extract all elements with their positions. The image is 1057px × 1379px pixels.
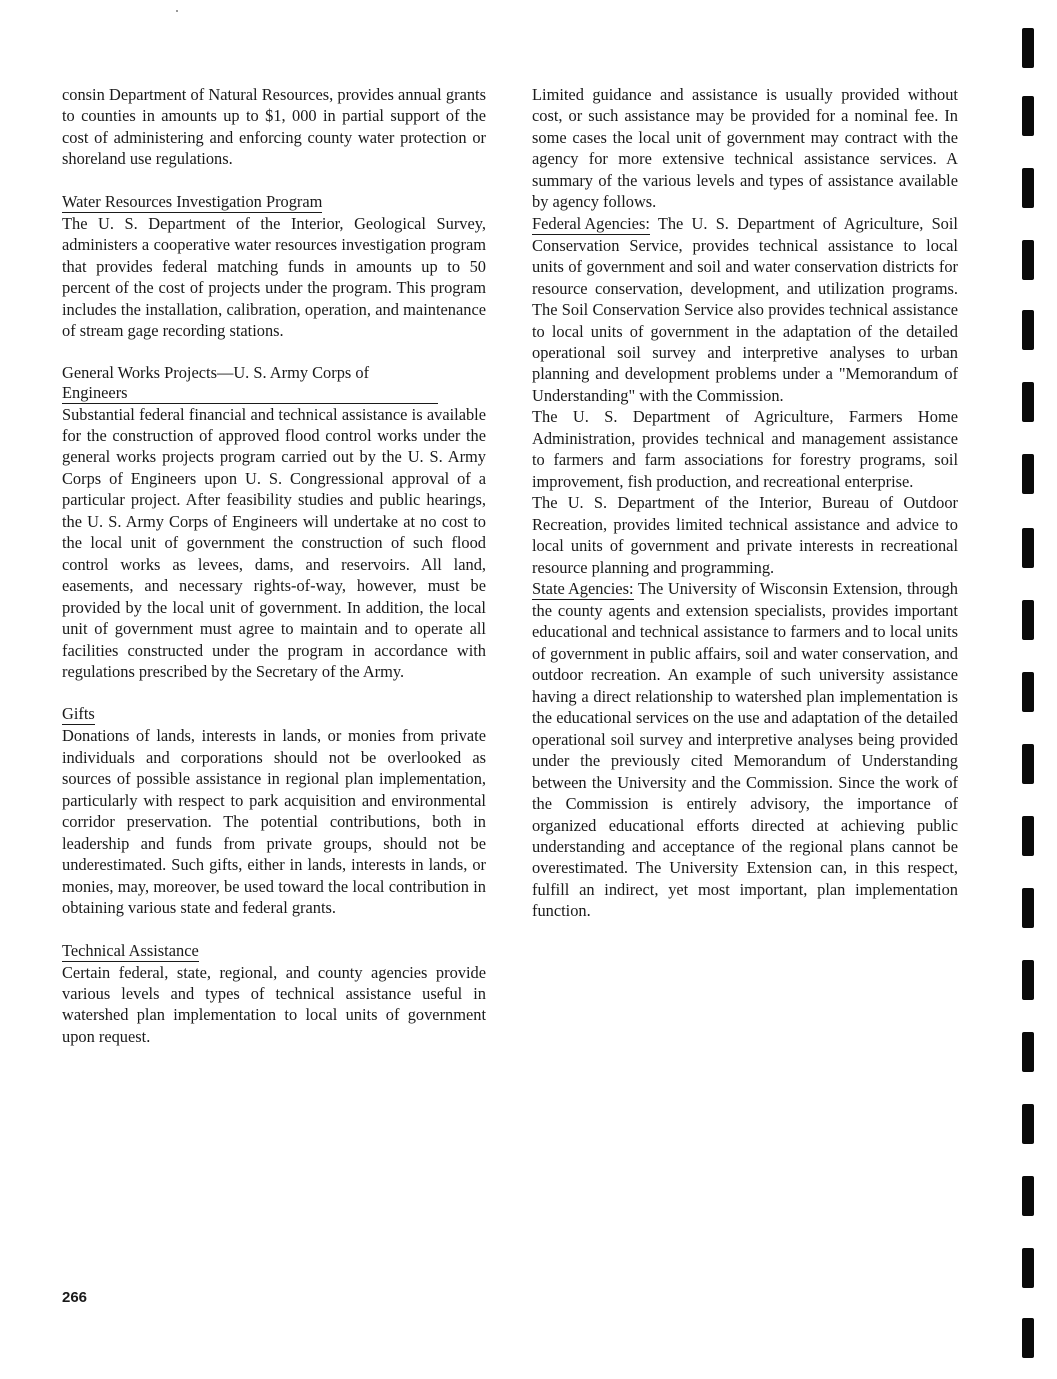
federal-agencies-body: The U. S. Department of Agriculture, Soil Conservation Service, provides technical assistance to local units of government and soil and water conservation districts for resource conservation, development, and utilization programs. The Soil Conservation Service also provides technical assistance to local units of government in the adaptation of the detailed operational soil survey and interpretive analyses to urban planning and development problems under a "Memorandum of Understanding" with the Commission. [532, 213, 958, 405]
binding-mark [1022, 960, 1034, 1000]
left-column [62, 84, 486, 1047]
federal-agencies-label: Federal Agencies: [532, 213, 650, 233]
binding-mark [1022, 1176, 1034, 1216]
binding-mark [1022, 528, 1034, 568]
binding-mark [1022, 454, 1034, 494]
state-agencies-body: The University of Wisconsin Extension, through the county agents and extension specialists, provides important educational and technical assistance to farmers and to local units of government in public affairs, soil and water conservation, and outdoor recreation. An example of such university assistance having a direct relationship to watershed plan implementation is the educational services on the use and adaptation of the detailed operational soil survey and interpretive analyses being provided under the previously cited Memorandum of Understanding between the University and the Commission. Since the work of the Commission is entirely advisory, the importance of organized educational efforts directed at achieving public understanding and acceptance of the regional plans cannot be overestimated. The University Extension can, in this respect, fulfill an indirect, yet most important, plan implementation function. [532, 578, 958, 921]
section-heading: Gifts [62, 704, 95, 724]
binding-mark [1022, 888, 1034, 928]
section-body: Donations of lands, interests in lands, or monies from private individuals and corporations should not be overlooked as sources of possible assistance in regional plan implementation, particularly with respect to park acquisition and environmental corridor preservation. The potential contributions, both in leadership and funds from private groups, should not be underestimated. Such gifts, either in lands, interests in lands, or monies, may, moreover, be used toward the local contribution in obtaining various state and federal grants. [62, 726, 486, 918]
binding-mark [1022, 672, 1034, 712]
right-column [532, 84, 958, 922]
binding-mark [1022, 96, 1034, 136]
outdoor-recreation-paragraph: The U. S. Department of the Interior, Bureau of Outdoor Recreation, provides limited technical assistance and advice to local units of government and private interests in recreational resource planning and programming. [532, 493, 958, 577]
page-number: 266 [62, 1289, 88, 1306]
scan-speck [176, 10, 178, 12]
intro-paragraph: Limited guidance and assistance is usually provided without cost, or such assistance may be provided for a nominal fee. In some cases the local unit of government may contract with the agency for more extensive technical assistance services. A summary of the various levels and types of assistance available by agency follows. [532, 85, 958, 212]
federal-agencies-paragraph [532, 213, 958, 407]
section-water-resources [62, 191, 486, 342]
section-body: The U. S. Department of the Interior, Geological Survey, administers a cooperative water resources investigation program that provides federal matching funds in amounts up to 50 percent of the cost of projects under the program. This program includes the installation, calibration, operation, and maintenance of stream gage recording stations. [62, 213, 486, 341]
binding-marks [1022, 0, 1042, 1379]
section-gifts [62, 703, 486, 918]
binding-mark [1022, 28, 1034, 68]
binding-mark [1022, 816, 1034, 856]
section-technical-assistance [62, 940, 486, 1048]
binding-mark [1022, 382, 1034, 422]
section-body: Certain federal, state, regional, and county agencies provide various levels and types of technical assistance useful in watershed plan implementation to local units of government upon request. [62, 962, 486, 1046]
binding-mark [1022, 1248, 1034, 1288]
section-general-works [62, 363, 486, 683]
binding-mark [1022, 310, 1034, 350]
section-body: Substantial federal financial and technical assistance is available for the construction of approved flood control works under the general works projects program carried out by the U. S. Army Corps of Engineers upon U. S. Congressional approval of a particular project. After feasibility studies and public hearings, the U. S. Army Corps of Engineers will undertake at no cost to the local unit of government the construction of such flood control works as levees, dams, and reservoirs. All land, easements, and necessary rights-of-way, however, must be provided by the local unit of government. In addition, the local unit of government must agree to maintain and to operate all facilities constructed under the program in accordance with regulations prescribed by the Secretary of the Army. [62, 404, 486, 681]
section-heading: Water Resources Investigation Program [62, 191, 323, 211]
binding-mark [1022, 168, 1034, 208]
binding-mark [1022, 1104, 1034, 1144]
section-heading: Technical Assistance [62, 940, 199, 960]
farmers-home-paragraph: The U. S. Department of Agriculture, Farmers Home Administration, provides technical and management assistance to farmers and farm associations for forestry programs, soil improvement, fish production, and recreational enterprise. [532, 407, 958, 491]
binding-mark [1022, 600, 1034, 640]
state-agencies-label: State Agencies: [532, 578, 634, 598]
intro-paragraph: consin Department of Natural Resources, provides annual grants to counties in amounts up to $1, 000 in partial support of the cost of administering and enforcing county water protection or shoreland use regulations. [62, 85, 486, 169]
binding-mark [1022, 240, 1034, 280]
binding-mark [1022, 1318, 1034, 1358]
binding-mark [1022, 1032, 1034, 1072]
section-heading: General Works Projects—U. S. Army Corps of Engineers [62, 363, 438, 404]
binding-mark [1022, 744, 1034, 784]
state-agencies-paragraph [532, 578, 958, 922]
